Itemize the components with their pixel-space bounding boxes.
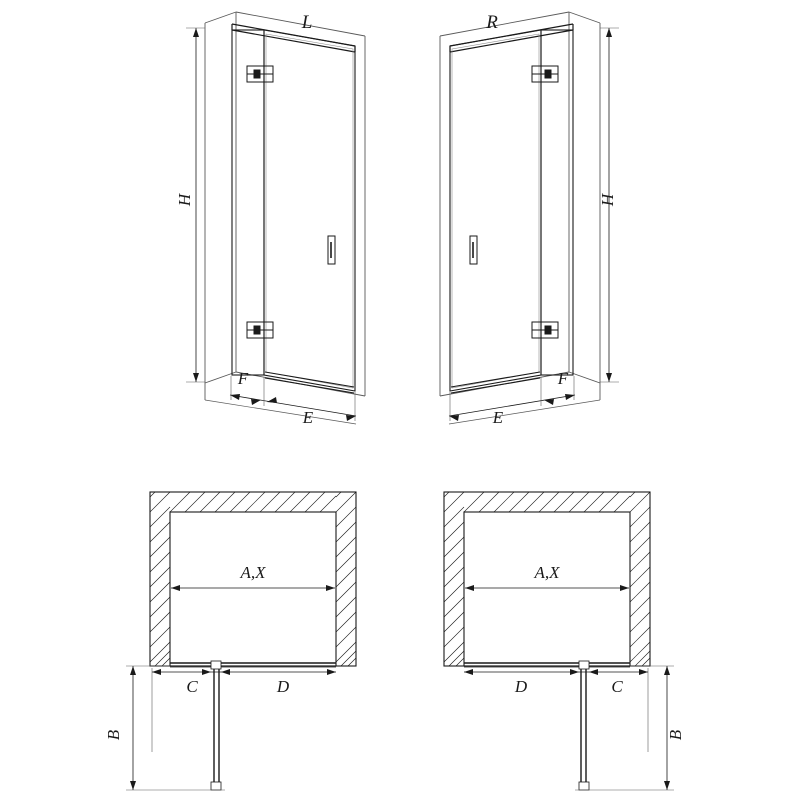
label-right-door-E: E <box>492 408 504 427</box>
elevation-right-top-rail <box>450 24 573 52</box>
label-left-door-E: E <box>302 408 314 427</box>
elevation-left-hinge-top <box>247 66 273 82</box>
dimension-plan-left-AX <box>171 585 335 591</box>
label-plan-right-D: D <box>514 677 528 696</box>
label-plan-left-B: B <box>104 729 123 741</box>
elevation-right-hinge-top <box>532 66 558 82</box>
elevation-right-view <box>440 12 619 424</box>
label-plan-right-B: B <box>666 729 685 741</box>
label-plan-right-AX: A,X <box>534 563 560 582</box>
plan-left-view <box>126 492 356 790</box>
elevation-left-hinge-bottom <box>247 322 273 338</box>
plan-right-view <box>444 492 674 790</box>
label-plan-left-AX: A,X <box>240 563 266 582</box>
plan-right-glass <box>464 663 630 790</box>
elevation-right-door-panel <box>450 30 541 391</box>
plan-right-glass-thin <box>464 661 630 790</box>
elevation-right-door-handle <box>470 236 477 264</box>
dimension-plan-right-B <box>575 666 674 790</box>
elevation-left-top-rail <box>232 24 355 52</box>
elevation-left-view <box>186 12 365 424</box>
dimension-plan-left-CD <box>152 668 336 752</box>
elevation-left-door-panel <box>264 30 355 391</box>
elevation-left-door-handle <box>328 236 335 264</box>
label-left-height: H <box>175 193 194 207</box>
elevation-right-hinge-bottom <box>532 322 558 338</box>
label-plan-left-D: D <box>276 677 290 696</box>
label-right-handing: R <box>486 12 498 33</box>
elevation-left-wall-outline <box>205 12 365 400</box>
label-right-fixed-F: F <box>557 369 569 388</box>
label-left-handing: L <box>301 12 313 33</box>
dimension-plan-right-AX <box>465 585 629 591</box>
label-right-height: H <box>598 193 617 207</box>
label-plan-left-C: C <box>186 677 198 696</box>
label-plan-right-C: C <box>611 677 623 696</box>
label-left-fixed-F: F <box>237 369 249 388</box>
dimension-plan-left-B <box>126 666 225 790</box>
elevation-right-wall-outline <box>440 12 600 400</box>
